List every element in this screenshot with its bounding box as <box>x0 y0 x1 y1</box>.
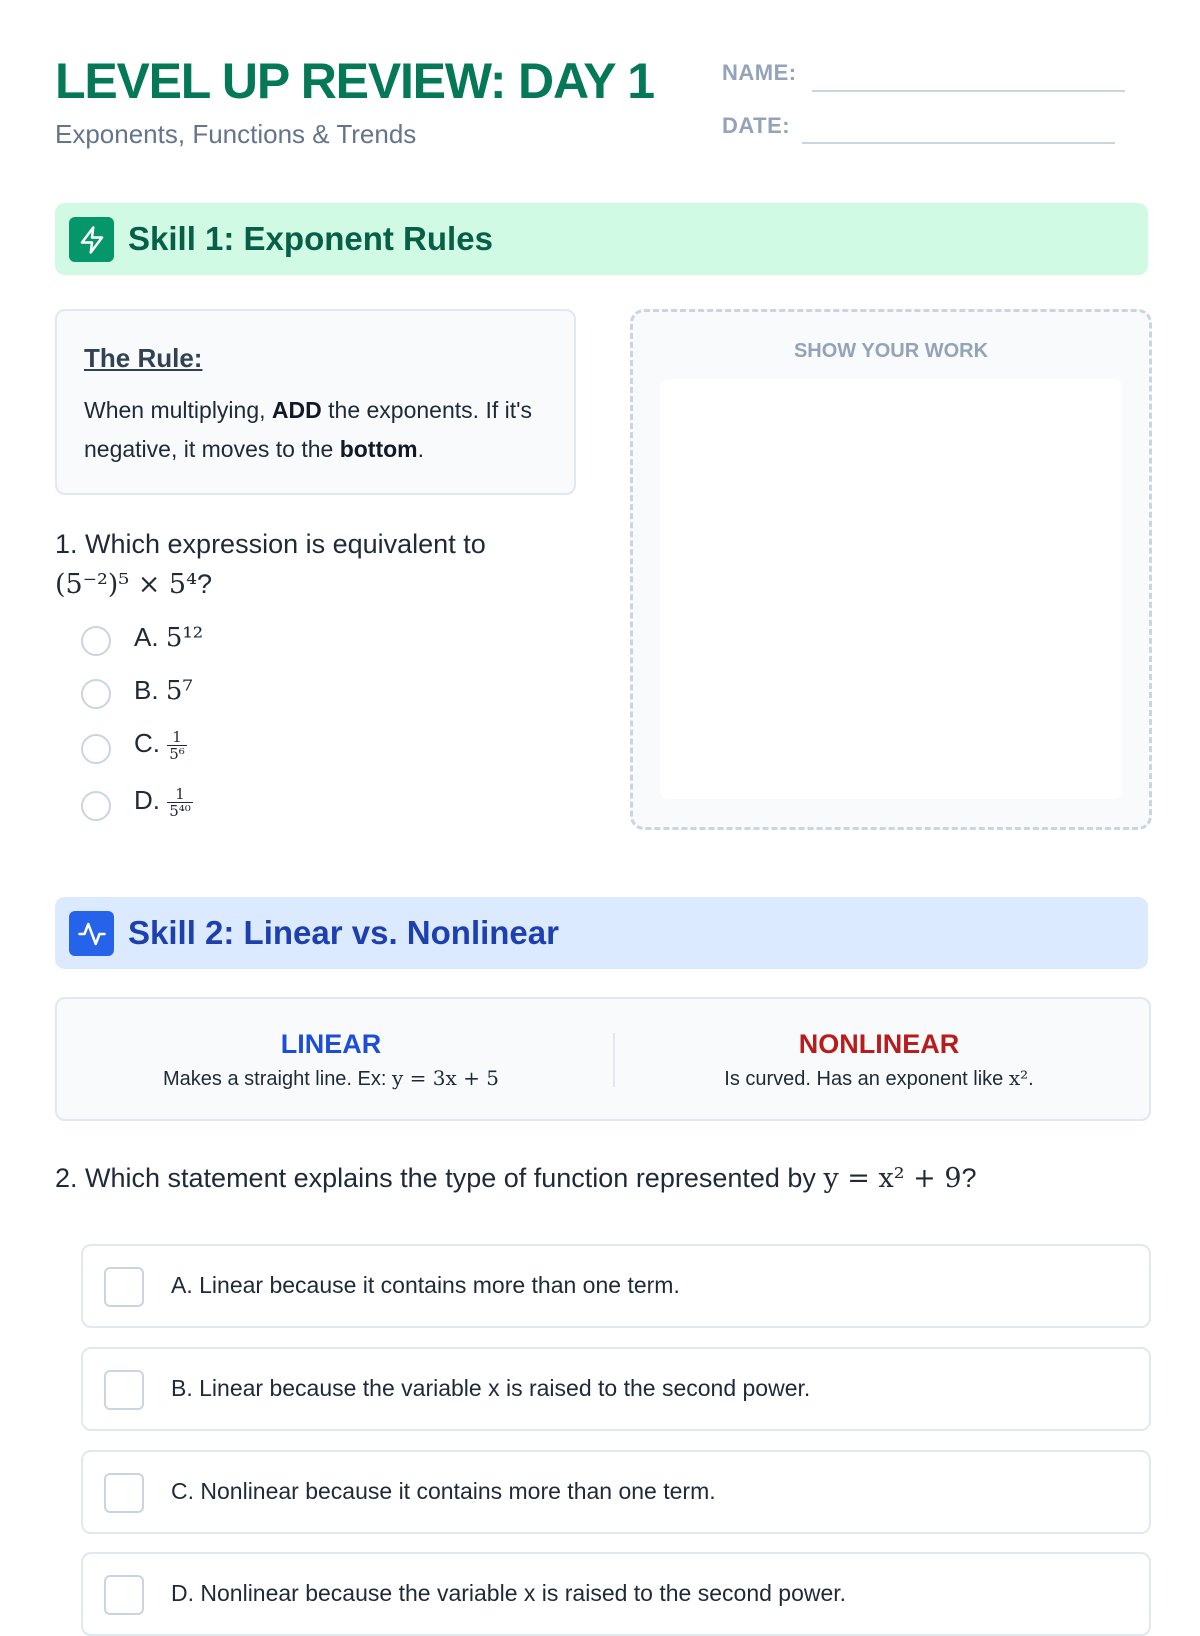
linear-nonlinear-comparison <box>55 997 1151 1121</box>
choice-c-text: C. Nonlinear because it contains more than one term. <box>171 1478 716 1504</box>
choice-b-checkbox[interactable] <box>104 1370 144 1410</box>
skill-2-title: Skill 2: Linear vs. Nonlinear <box>128 914 559 951</box>
choice-c[interactable] <box>81 1450 1151 1534</box>
linear-description: Makes a straight line. Ex: y = 3x + 5 <box>163 1066 499 1090</box>
work-space[interactable] <box>660 379 1122 799</box>
activity-icon <box>69 911 114 956</box>
choice-c-checkbox[interactable] <box>104 1473 144 1513</box>
skill-1-title: Skill 1: Exponent Rules <box>128 220 493 257</box>
question-2-prompt: 2. Which statement explains the type of function represented by y = x² + 9? <box>55 1163 977 1194</box>
option-a-radio[interactable] <box>81 626 111 656</box>
question-2-equation: y = x² + 9 <box>823 1163 962 1194</box>
choice-d-text: D. Nonlinear because the variable x is raised to the second power. <box>171 1580 847 1606</box>
show-work-label: SHOW YOUR WORK <box>793 340 989 362</box>
choice-d-checkbox[interactable] <box>104 1575 144 1615</box>
question-1-expression: (5⁻²)⁵ × 5⁴ <box>55 569 197 600</box>
rule-heading: The Rule: <box>84 343 203 373</box>
option-c-radio[interactable] <box>81 734 111 764</box>
option-a-label[interactable]: A. 5¹² <box>134 622 204 653</box>
option-b-label[interactable]: B. 5⁷ <box>134 675 193 706</box>
rule-box <box>55 309 576 495</box>
skill-1-banner <box>55 203 1148 275</box>
skill-2-banner <box>55 897 1148 969</box>
lightning-icon <box>69 217 114 262</box>
nonlinear-title: NONLINEAR <box>798 1029 960 1059</box>
choice-a-text: A. Linear because it contains more than one term. <box>171 1272 680 1298</box>
option-d-label[interactable]: D. $\frac{1}{\text{5⁴⁰}}$ <box>134 784 191 820</box>
option-d-radio[interactable] <box>81 791 111 821</box>
date-label: DATE: <box>722 113 791 138</box>
date-field[interactable] <box>802 142 1115 144</box>
nonlinear-column <box>605 1029 1153 1091</box>
choice-b-text: B. Linear because the variable x is raised to the second power. <box>171 1375 811 1401</box>
question-1-prompt: 1. Which expression is equivalent to (5⁻²)⁵ × 5⁴? <box>55 529 486 600</box>
nonlinear-description: Is curved. Has an exponent like x². <box>724 1066 1034 1090</box>
linear-title: LINEAR <box>280 1029 382 1059</box>
name-field[interactable] <box>812 90 1125 92</box>
name-label: NAME: <box>722 60 797 85</box>
show-work-area <box>630 309 1152 830</box>
choice-d[interactable] <box>81 1552 1151 1636</box>
rule-text: When multiplying, ADD the exponents. If it's negative, it moves to the bottom. <box>84 397 532 462</box>
option-c-label[interactable]: C. $\frac{1}{\text{5⁶}}$ <box>134 727 185 763</box>
choice-a[interactable] <box>81 1244 1151 1328</box>
page-title: LEVEL UP REVIEW: DAY 1 <box>55 53 654 109</box>
linear-column <box>57 1029 605 1091</box>
page-subtitle: Exponents, Functions & Trends <box>55 119 417 149</box>
option-b-radio[interactable] <box>81 679 111 709</box>
choice-b[interactable] <box>81 1347 1151 1431</box>
choice-a-checkbox[interactable] <box>104 1267 144 1307</box>
